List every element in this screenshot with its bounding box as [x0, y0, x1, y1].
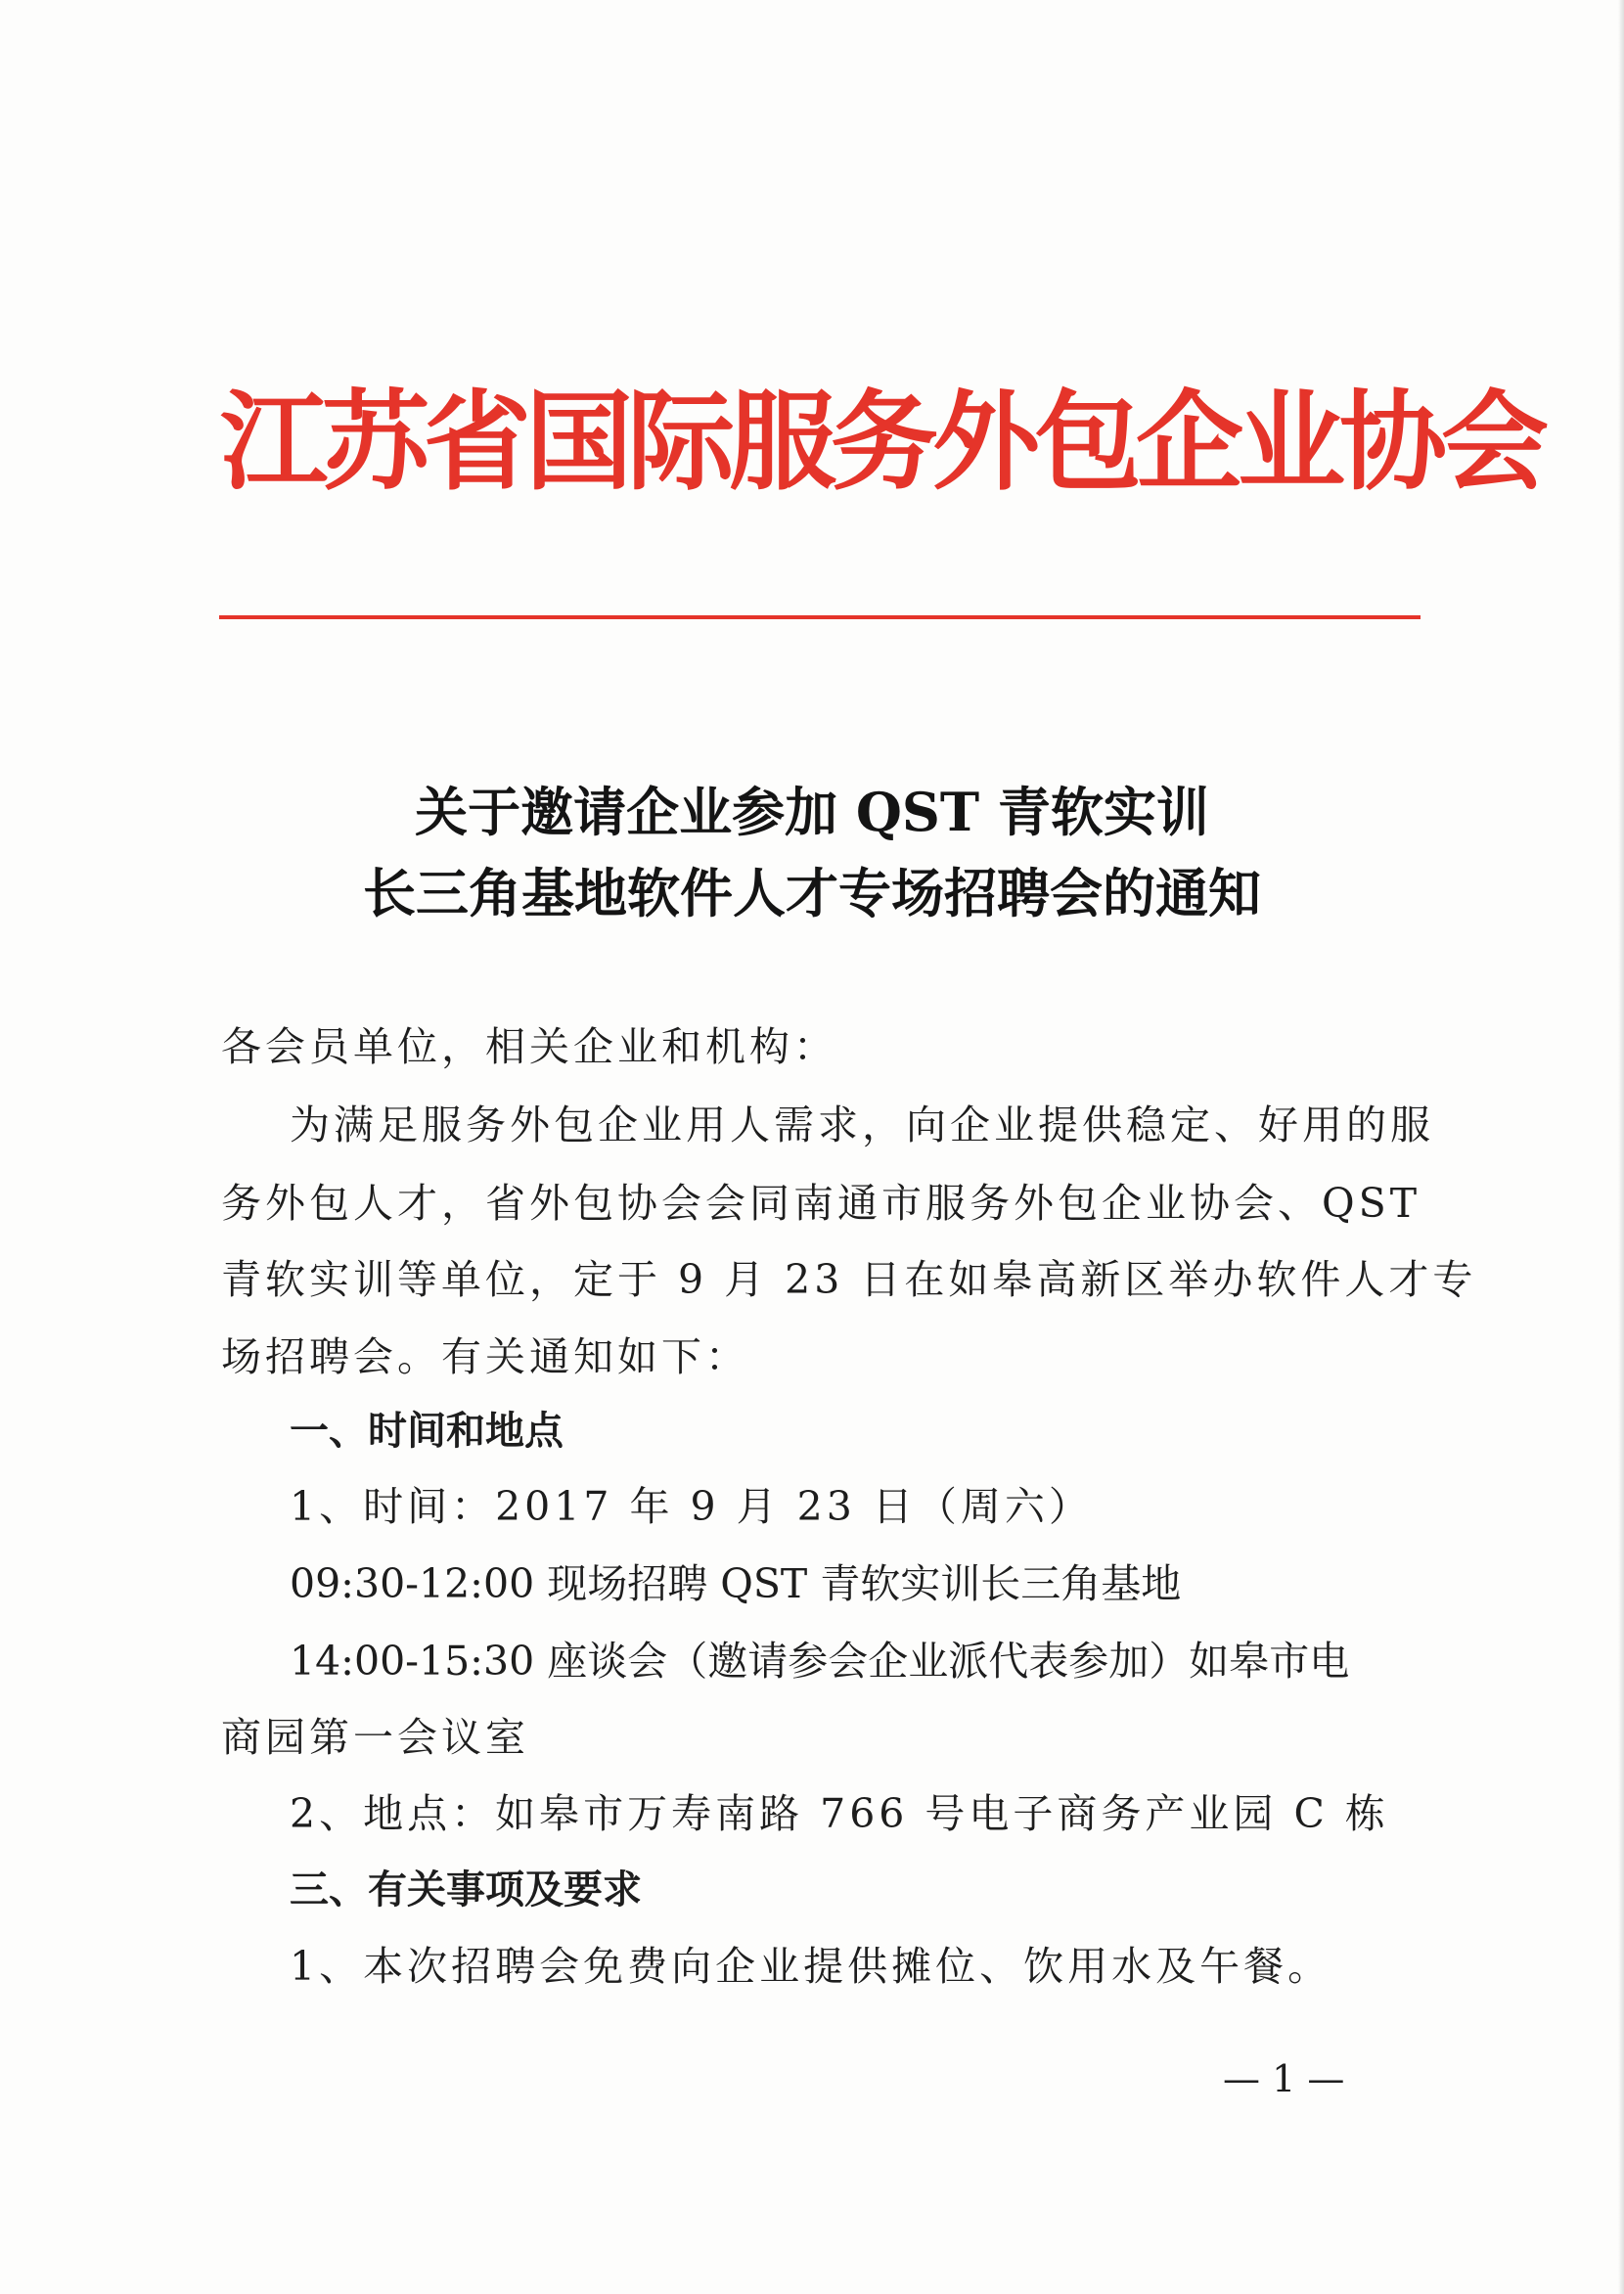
page-number: — 1 —	[1223, 2057, 1345, 2100]
letterhead-red-rule	[219, 615, 1421, 619]
schedule-afternoon: 14:00-15:30 座谈会（邀请参会企业派代表参加）如皋市电	[290, 1638, 1350, 1685]
schedule-morning: 09:30-12:00 现场招聘 QST 青软实训长三角基地	[290, 1560, 1182, 1607]
intro-paragraph-line-3: 青软实训等单位，定于 9 月 23 日在如皋高新区举办软件人才专	[221, 1256, 1477, 1303]
intro-paragraph-line-2: 务外包人才，省外包协会会同南通市服务外包企业协会、QST	[221, 1180, 1421, 1227]
letterhead-organization-name: 江苏省国际服务外包企业协会	[220, 379, 1543, 505]
page-edge-shadow	[1618, 0, 1624, 2294]
document-title-line-1: 关于邀请企业参加 QST 青软实训	[415, 781, 1209, 843]
requirement-item-1: 1、本次招聘会免费向企业提供摊位、饮用水及午餐。	[290, 1943, 1332, 1990]
event-place: 2、地点：如皋市万寿南路 766 号电子商务产业园 C 栋	[290, 1790, 1389, 1837]
schedule-afternoon-continued: 商园第一会议室	[221, 1714, 529, 1761]
document-title-line-2: 长三角基地软件人才专场招聘会的通知	[363, 862, 1261, 924]
event-time: 1、时间：2017 年 9 月 23 日（周六）	[290, 1483, 1093, 1530]
intro-paragraph-line-4: 场招聘会。有关通知如下：	[221, 1333, 749, 1380]
salutation: 各会员单位，相关企业和机构：	[221, 1023, 837, 1070]
intro-paragraph-line-1: 为满足服务外包企业用人需求，向企业提供稳定、好用的服	[290, 1102, 1434, 1148]
section-heading-requirements: 三、有关事项及要求	[290, 1867, 642, 1912]
section-heading-time-and-place: 一、时间和地点	[290, 1409, 564, 1454]
